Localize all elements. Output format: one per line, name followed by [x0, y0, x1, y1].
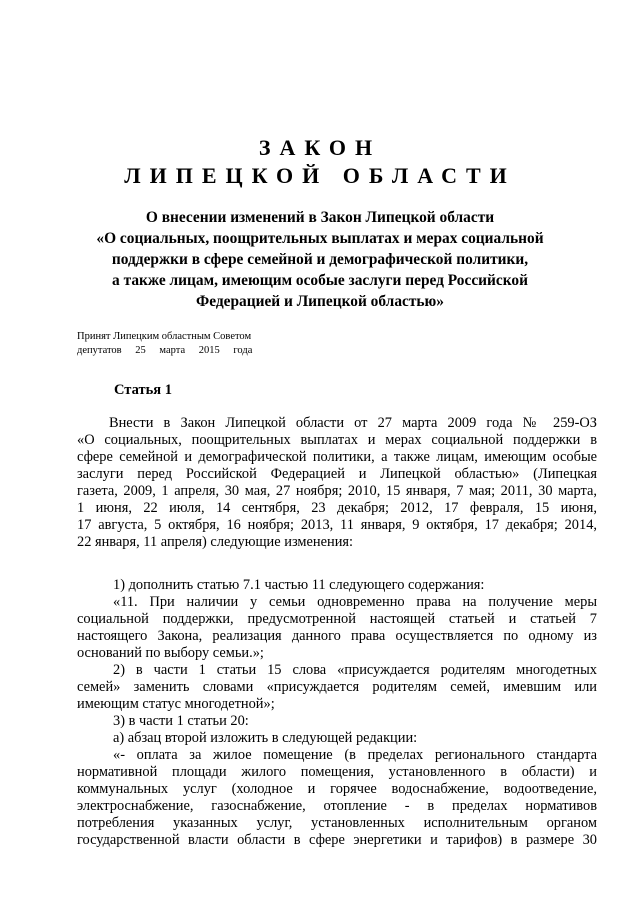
amendment-line: «11. При наличии у семьи одновременно права на получение меры: [113, 594, 597, 610]
amendment-line: 2) в части 1 статьи 15 слова «присуждается родителям многодетных: [113, 662, 597, 678]
intro-line: Внести в Закон Липецкой области от 27 марта 2009 года № 259-ОЗ: [109, 415, 597, 431]
intro-line: 22 января, 11 апреля) следующие изменения:: [77, 534, 354, 550]
intro-paragraph: [77, 415, 597, 551]
adoption-line-1: Принят Липецким областным Советом: [77, 331, 252, 342]
amendment-line: электроснабжение, газоснабжение, отопление - в пределах нормативов: [77, 798, 597, 814]
amendment-line: «- оплата за жилое помещение (в пределах регионального стандарта: [113, 747, 597, 763]
heading-line: поддержки в сфере семейной и демографической политики,: [111, 251, 529, 268]
heading-line: а также лицам, имеющим особые заслуги перед Российской: [112, 272, 528, 289]
amendment-line: 3) в части 1 статьи 20:: [113, 713, 249, 729]
amendment-line: потребления указанных услуг, установленных исполнительным органом: [77, 815, 597, 831]
amendment-line: нормативной площади жилого помещения, установленного в области) и: [77, 764, 597, 780]
amendment-line: настоящего Закона, реализация данного права осуществляется по одному из: [77, 628, 597, 644]
amendment-line: семей» заменить словами «присуждается родителям семей, имевшим или: [77, 679, 597, 695]
heading-line: «О социальных, поощрительных выплатах и мерах социальной: [96, 230, 544, 247]
law-title: ЗАКОН: [258, 135, 382, 160]
intro-line: заслуги перед Российской Федерацией и Липецкой областью» (Липецкая: [77, 466, 597, 482]
amendment-line: социальной поддержки, предусмотренной настоящей статьей и статьей 7: [77, 611, 597, 627]
intro-line: сфере семейной и демографической политики, а также лицам, имеющим особые: [77, 449, 597, 465]
document-heading: [70, 207, 570, 312]
intro-line: газета, 2009, 1 апреля, 30 мая, 27 ноября; 2010, 15 января, 7 мая; 2011, 30 марта,: [77, 483, 597, 499]
amendment-line: 1) дополнить статью 7.1 частью 11 следующего содержания:: [113, 577, 485, 593]
adoption-note: [77, 330, 252, 358]
amendment-line: оснований по выбору семьи.»;: [77, 645, 264, 661]
heading-line: О внесении изменений в Закон Липецкой области: [145, 209, 495, 226]
amendment-line: коммунальных услуг (холодное и горячее водоснабжение, водоотведение,: [77, 781, 597, 797]
amendment-line: государственной власти области в сфере энергетики и тарифов) в размере 30: [77, 832, 597, 848]
heading-line: Федерацией и Липецкой областью»: [195, 293, 444, 310]
intro-line: 17 августа, 5 октября, 16 ноября; 2013, 11 января, 9 октября, 17 декабря; 2014,: [77, 517, 597, 533]
amendments-list: [77, 577, 597, 849]
adoption-line-2: депутатов 25 марта 2015 года: [77, 345, 253, 356]
region-title: ЛИПЕЦКОЙ ОБЛАСТИ: [124, 163, 516, 188]
amendment-line: а) абзац второй изложить в следующей редакции:: [113, 730, 418, 746]
intro-line: 1 июня, 22 июля, 14 сентября, 23 декабря; 2012, 17 февраля, 15 июня,: [77, 500, 597, 516]
amendment-line: имеющим статус многодетной»;: [77, 696, 275, 712]
intro-line: «О социальных, поощрительных выплатах и мерах социальной поддержки в: [77, 432, 597, 448]
article-heading: Статья 1: [114, 382, 172, 398]
